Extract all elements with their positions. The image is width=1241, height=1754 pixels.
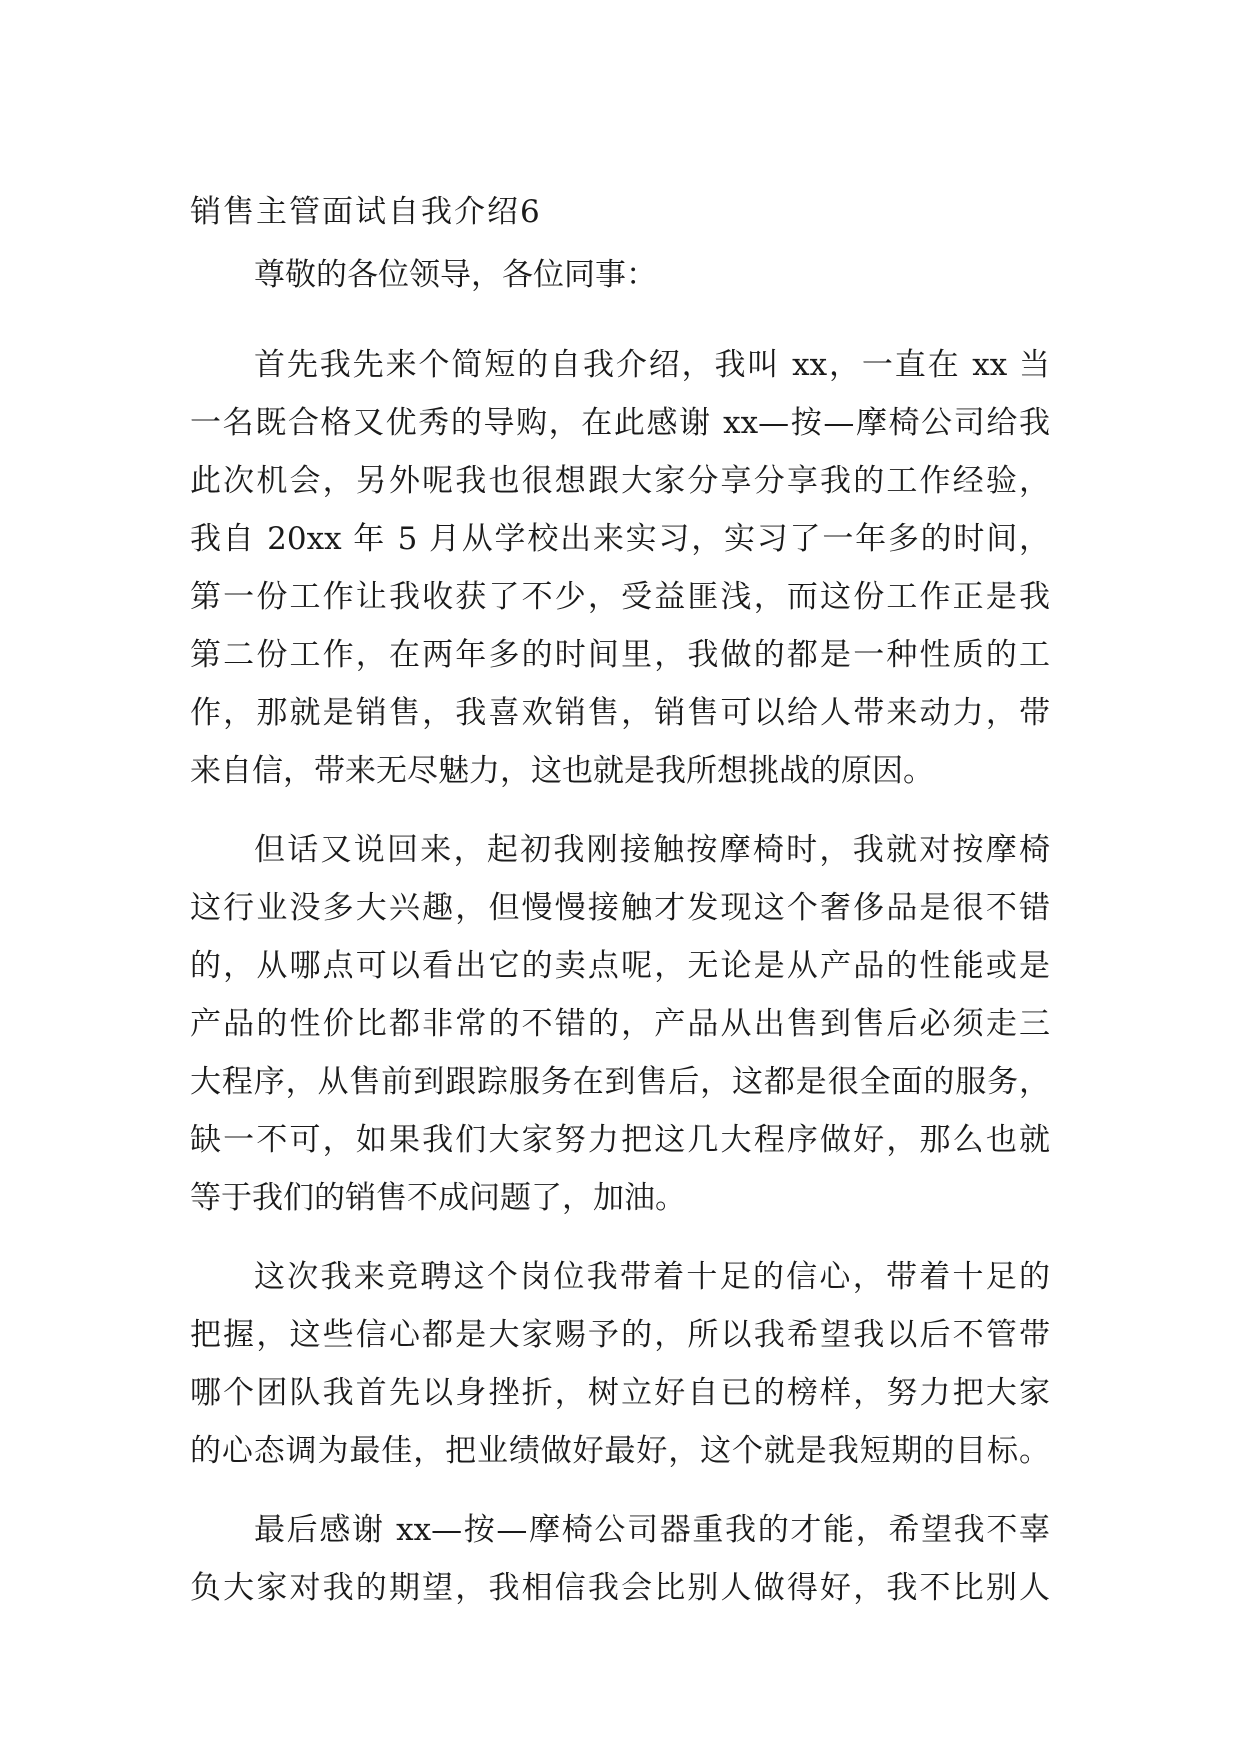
paragraph-line: 大程序，从售前到跟踪服务在到售后，这都是很全面的服务， (190, 1064, 1050, 1100)
paragraph-line: 这行业没多大兴趣，但慢慢接触才发现这个奢侈品是很不错 (190, 890, 1050, 926)
paragraph-line: 这次我来竞聘这个岗位我带着十足的信心，带着十足的 (254, 1259, 1050, 1295)
paragraph-line: 首先我先来个简短的自我介绍，我叫 xx，一直在 xx 当 (254, 347, 1050, 383)
paragraph-line: 的心态调为最佳，把业绩做好最好，这个就是我短期的目标。 (190, 1433, 1050, 1469)
paragraph-line: 作，那就是销售，我喜欢销售，销售可以给人带来动力，带 (190, 695, 1050, 731)
paragraph-line: 此次机会，另外呢我也很想跟大家分享分享我的工作经验， (190, 463, 1050, 499)
paragraph-line: 把握，这些信心都是大家赐予的，所以我希望我以后不管带 (190, 1317, 1050, 1353)
paragraph-line: 第一份工作让我收获了不少，受益匪浅，而这份工作正是我 (190, 579, 1050, 615)
paragraph-line: 我自 20xx 年 5 月从学校出来实习，实习了一年多的时间， (190, 521, 1050, 557)
paragraph-line: 等于我们的销售不成问题了，加油。 (190, 1180, 686, 1216)
paragraph-line: 负大家对我的期望，我相信我会比别人做得好，我不比别人 (190, 1570, 1050, 1606)
greeting-line: 尊敬的各位领导，各位同事： (254, 257, 657, 293)
paragraph-line: 缺一不可，如果我们大家努力把这几大程序做好，那么也就 (190, 1122, 1050, 1158)
paragraph-line: 最后感谢 xx—按—摩椅公司器重我的才能，希望我不辜 (254, 1512, 1050, 1548)
paragraph-line: 第二份工作，在两年多的时间里，我做的都是一种性质的工 (190, 637, 1050, 673)
document-title: 销售主管面试自我介绍6 (190, 194, 542, 230)
paragraph-line: 的，从哪点可以看出它的卖点呢，无论是从产品的性能或是 (190, 948, 1050, 984)
paragraph-line: 来自信，带来无尽魅力，这也就是我所想挑战的原因。 (190, 753, 934, 789)
paragraph-line: 产品的性价比都非常的不错的，产品从出售到售后必须走三 (190, 1006, 1050, 1042)
paragraph-line: 一名既合格又优秀的导购，在此感谢 xx—按—摩椅公司给我 (190, 405, 1050, 441)
paragraph-line: 哪个团队我首先以身挫折，树立好自已的榜样，努力把大家 (190, 1375, 1050, 1411)
paragraph-line: 但话又说回来，起初我刚接触按摩椅时，我就对按摩椅 (254, 832, 1050, 868)
